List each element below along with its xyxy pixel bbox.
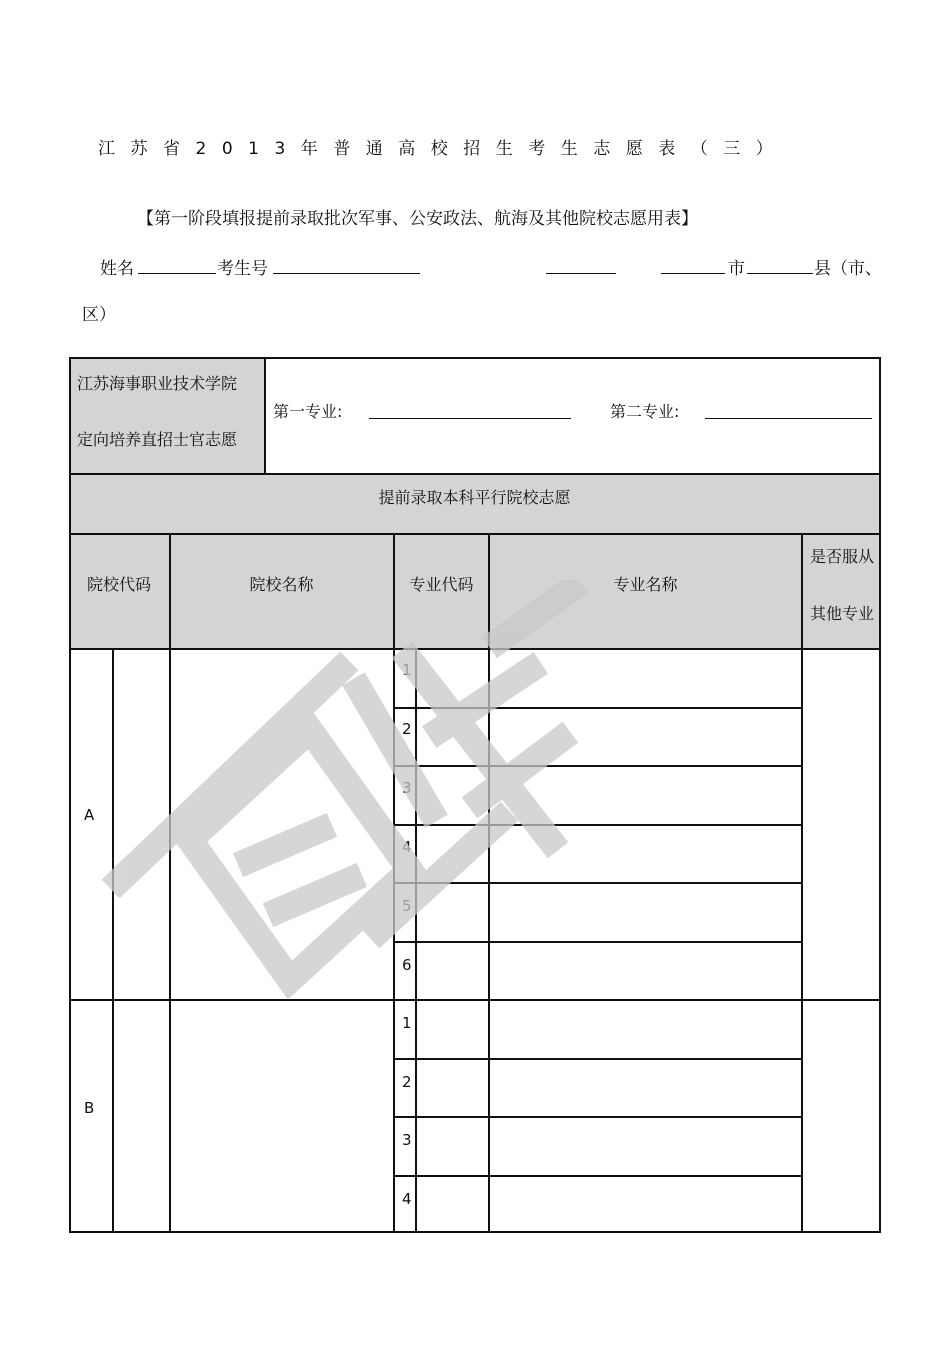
row-number: 5 [402, 897, 412, 915]
blank-field[interactable] [546, 273, 616, 274]
major1-label: 第一专业: [273, 402, 343, 421]
form-subtitle: 【第一阶段填报提前录取批次军事、公安政法、航海及其他院校志愿用表】 [137, 209, 698, 229]
row-number: 3 [402, 1131, 412, 1149]
county-field[interactable] [747, 273, 813, 274]
header-obey-line2: 其他专业 [810, 604, 875, 623]
exam-no-field[interactable] [273, 273, 420, 274]
row-number: 2 [402, 720, 412, 738]
header-school-name: 院校名称 [249, 575, 314, 594]
header-obey-line1: 是否服从 [810, 547, 875, 566]
header-major-name: 专业名称 [613, 575, 678, 594]
city-field[interactable] [661, 273, 725, 274]
group-label-a: A [84, 806, 95, 824]
form-title: 江苏省2013年普通高校招生考生志愿表（三） [98, 139, 789, 159]
row-number: 1 [402, 1014, 412, 1032]
major1-field[interactable] [369, 418, 571, 419]
directed-school-line1: 江苏海事职业技术学院 [77, 374, 238, 393]
group-label-b: B [84, 1099, 95, 1117]
row-number: 2 [402, 1073, 412, 1091]
exam-no-label: 考生号 [217, 259, 268, 279]
name-field[interactable] [138, 273, 216, 274]
row-number: 6 [402, 956, 412, 974]
row-number: 1 [402, 661, 412, 679]
row-number: 3 [402, 779, 412, 797]
header-school-code: 院校代码 [86, 575, 151, 594]
major2-field[interactable] [705, 418, 872, 419]
section-title: 提前录取本科平行院校志愿 [378, 488, 571, 507]
major2-label: 第二专业: [610, 402, 680, 421]
district-label: 区） [82, 305, 116, 325]
directed-school-line2: 定向培养直招士官志愿 [77, 430, 238, 449]
application-table [69, 357, 880, 1232]
name-label: 姓名 [100, 259, 134, 279]
row-number: 4 [402, 1190, 412, 1208]
header-major-code: 专业代码 [409, 575, 474, 594]
row-number: 4 [402, 838, 412, 856]
county-label: 县（市、 [814, 259, 882, 279]
city-label: 市 [728, 259, 745, 279]
